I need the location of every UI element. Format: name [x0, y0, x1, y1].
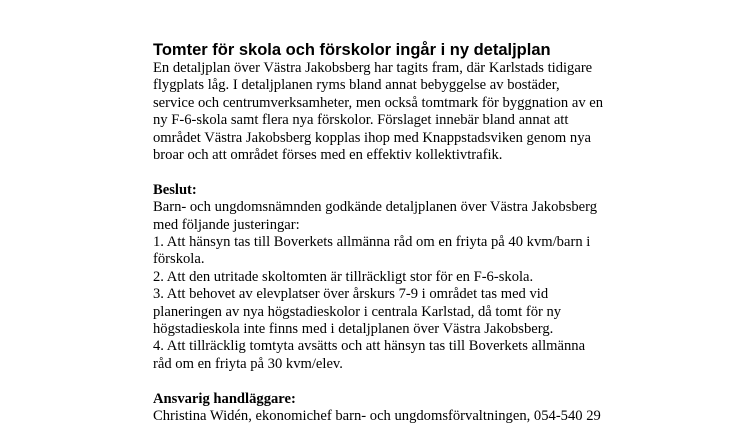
decision-paragraph [153, 199, 623, 373]
contact-heading: Ansvarig handläggare: [153, 390, 296, 407]
intro-line: broar och att området förses med en effektiv kollektivtrafik. [153, 147, 503, 164]
document-title: Tomter för skola och förskolor ingår i ny detaljplan [153, 41, 551, 59]
document-page [153, 40, 623, 426]
decision-line: 2. Att den utritade skoltomten är tillräckligt stor för en F-6-skola. [153, 268, 534, 285]
decision-line: 4. Att tillräcklig tomtyta avsätts och att hänsyn tas till Boverkets allmänna [153, 338, 586, 355]
intro-line: ny F-6-skola samt flera nya förskolor. Förslaget innebär bland annat att [153, 112, 569, 129]
decision-line: med följande justeringar: [153, 216, 300, 233]
decision-line: 1. Att hänsyn tas till Boverkets allmänna råd om en friyta på 40 kvm/barn i [153, 234, 591, 251]
decision-heading: Beslut: [153, 181, 197, 198]
intro-line: området Västra Jakobsberg kopplas ihop med Knappstadsviken genom nya [153, 129, 591, 146]
decision-line: 3. Att behovet av elevplatser över årskurs 7-9 i området tas med vid [153, 286, 549, 303]
paragraph-spacer [153, 164, 623, 181]
intro-line: service och centrumverksamheter, men också tomtmark för byggnation av en [153, 94, 604, 111]
intro-line: flygplats låg. I detaljplanen ryms bland annat bebyggelse av bostäder, [153, 77, 560, 94]
paragraph-spacer [153, 373, 623, 390]
contact-paragraph [153, 408, 623, 425]
decision-line: högstadieskola inte finns med i detaljplanen över Västra Jakobsberg. [153, 321, 554, 338]
intro-paragraph [153, 60, 623, 164]
contact-line: Christina Widén, ekonomichef barn- och ungdomsförvaltningen, 054-540 29 [153, 408, 601, 425]
decision-line: Barn- och ungdomsnämnden godkände detaljplanen över Västra Jakobsberg [153, 199, 598, 216]
intro-line: En detaljplan över Västra Jakobsberg har tagits fram, där Karlstads tidigare [153, 60, 593, 76]
decision-line: förskola. [153, 251, 205, 268]
decision-line: planeringen av nya högstadieskolor i centrala Karlstad, då tomt för ny [153, 303, 562, 320]
decision-line: råd om en friyta på 30 kvm/elev. [153, 355, 343, 372]
